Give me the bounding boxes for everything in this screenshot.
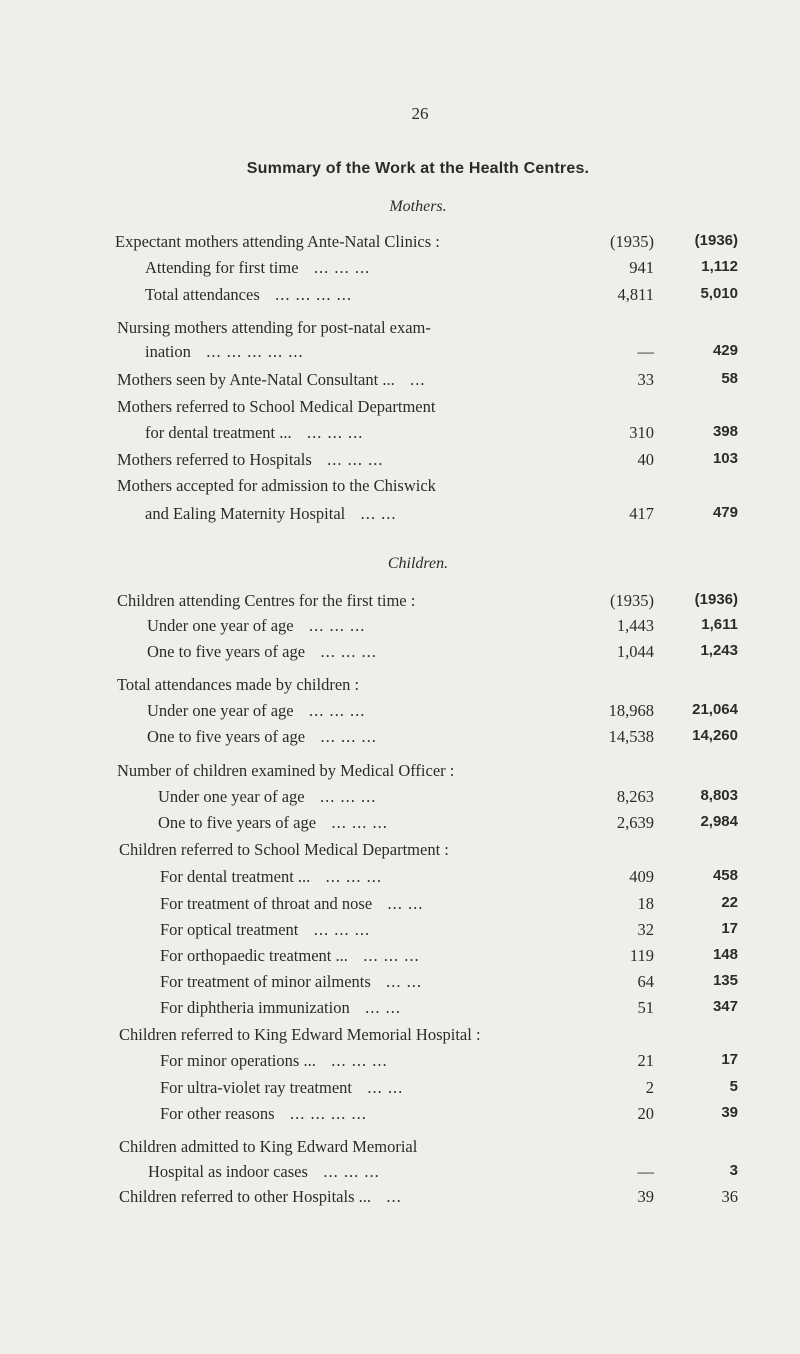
row-label [158,787,376,807]
row-label [145,504,397,524]
section-heading-children: Children. [387,555,449,572]
leader-dots: ... ... [351,1078,404,1097]
value-1935: 1,044 [616,642,654,661]
value-1935: 51 [637,998,654,1017]
table-row [0,423,800,445]
leader-dots: ... ... ... [305,642,377,661]
value-1936: 39 [721,1104,738,1121]
leader-dots: ... ... ... [316,813,388,832]
row-label-text: Mothers referred to School Medical Department [117,397,436,416]
row-label-text: Under one year of age [147,701,294,720]
value-1935: 33 [637,370,654,389]
row-label-text: For optical treatment [160,920,299,939]
row-label-text: For ultra-violet ray treatment [160,1078,352,1097]
section-heading-mothers: Mothers. [389,198,447,215]
row-label [158,813,388,833]
value-1935: 2,639 [616,813,654,832]
table-row [0,591,800,613]
table-row [0,840,800,862]
row-label-text: ination [145,342,191,361]
row-label [160,998,401,1018]
value-1935: 4,811 [617,285,654,304]
row-label [147,642,377,662]
row-label [119,1187,402,1207]
row-label [119,1025,481,1045]
table-row [0,232,800,254]
value-1935: 417 [629,504,654,523]
table-row [0,1187,800,1209]
leader-dots: ... [394,370,426,389]
row-label [147,727,377,747]
leader-dots: ... ... ... [291,423,364,442]
leader-dots: ... ... ... ... ... [190,342,304,361]
value-1935: 39 [637,1187,654,1206]
value-1936: 1,243 [700,642,738,659]
page-title: Summary of the Work at the Health Centres. [246,160,590,177]
leader-dots: ... ... ... ... [259,285,353,304]
table-row [0,867,800,889]
table-row [0,1025,800,1047]
leader-dots: ... ... ... [311,450,384,469]
value-1935: 409 [629,867,654,886]
value-1936: 8,803 [700,787,738,804]
row-label [117,318,431,338]
row-label-text: Children referred to other Hospitals ... [119,1187,372,1206]
row-label [160,1104,367,1124]
row-label-text: Children attending Centres for the first time : [117,591,416,610]
value-1935: 40 [637,450,654,469]
row-label-text: One to five years of age [147,727,306,746]
value-1935: 14,538 [608,727,654,746]
row-label-text: Mothers accepted for admission to the Chiswick [117,476,436,495]
table-row [0,1137,800,1159]
value-1936: 58 [721,370,738,387]
leader-dots: ... ... ... [293,701,366,720]
value-1935: (1935) [610,232,654,251]
leader-dots: ... ... ... ... [274,1104,367,1123]
value-1936: 17 [721,920,738,937]
value-1936: 148 [712,946,738,963]
table-row [0,998,800,1020]
table-row [0,1162,800,1184]
table-row [0,727,800,749]
leader-dots: ... ... [349,998,401,1017]
value-1935: 18 [637,894,654,913]
row-label [160,946,420,966]
row-label [117,450,384,470]
row-label [160,867,382,887]
row-label [145,423,363,443]
row-label-text: Number of children examined by Medical Officer : [117,761,455,780]
row-label [117,370,425,390]
table-row [0,1104,800,1126]
row-label-text: Children referred to King Edward Memorial Hospital : [119,1025,481,1044]
value-1936: 429 [712,342,738,359]
table-row [0,318,800,340]
value-1936: 14,260 [692,727,738,744]
table-row [0,920,800,942]
row-label [147,701,365,721]
page-number: 26 [411,104,429,123]
leader-dots: ... ... ... [315,1051,388,1070]
value-1936: 5 [729,1078,738,1095]
table-row [0,504,800,526]
row-label [160,1078,403,1098]
value-1935: 1,443 [616,616,654,635]
leader-dots: ... ... [372,894,424,913]
value-1935: 310 [629,423,654,442]
row-label [117,591,415,611]
value-1936: 135 [712,972,738,989]
row-label-text: One to five years of age [158,813,317,832]
row-label-text: Total attendances made by children : [117,675,360,694]
value-1936: 21,064 [692,701,738,718]
row-label [145,258,370,278]
row-label [117,476,436,496]
leader-dots: ... ... ... [305,727,377,746]
table-row [0,1078,800,1100]
leader-dots: ... ... ... [307,1162,380,1181]
table-row [0,616,800,638]
row-label [119,840,449,860]
table-row [0,813,800,835]
row-label-text: and Ealing Maternity Hospital [145,504,346,523]
table-row [0,701,800,723]
value-1936: 347 [712,998,738,1015]
row-label-text: Expectant mothers attending Ante-Natal Clinics : [115,232,440,251]
row-label-text: Hospital as indoor cases [148,1162,308,1181]
row-label-text: Children admitted to King Edward Memorial [119,1137,418,1156]
leader-dots: ... ... [345,504,397,523]
row-label-text: for dental treatment ... [145,423,292,442]
row-label-text: Mothers seen by Ante-Natal Consultant ... [117,370,395,389]
value-1936: 1,611 [701,616,738,633]
leader-dots: ... ... ... [347,946,420,965]
value-1936: 17 [721,1051,738,1068]
leader-dots: ... ... ... [310,867,383,886]
row-label-text: For orthopaedic treatment ... [160,946,348,965]
row-label [145,342,304,362]
row-label [148,1162,380,1182]
row-label-text: Children referred to School Medical Department : [119,840,449,859]
table-row [0,642,800,664]
value-1936: 3 [729,1162,738,1179]
value-1935: 18,968 [608,701,654,720]
value-1936: 479 [712,504,738,521]
table-row [0,285,800,307]
row-label-text: Under one year of age [158,787,305,806]
row-label-text: Total attendances [145,285,260,304]
table-row [0,476,800,498]
value-1936: (1936) [694,232,738,249]
value-1935: 941 [629,258,654,277]
value-1936: (1936) [694,591,738,608]
value-1935: 21 [637,1051,654,1070]
table-row [0,450,800,472]
value-1936: 22 [721,894,738,911]
table-row [0,787,800,809]
row-label-text: One to five years of age [147,642,306,661]
row-label [117,397,435,417]
row-label-text: Nursing mothers attending for post-natal exam- [117,318,431,337]
table-row [0,258,800,280]
table-row [0,972,800,994]
value-1936: 458 [712,867,738,884]
value-1935: — [637,1162,654,1181]
leader-dots: ... ... ... [298,920,371,939]
table-row [0,397,800,419]
value-1935: 64 [637,972,654,991]
value-1936: 5,010 [700,285,738,302]
table-row [0,342,800,364]
value-1935: — [637,342,654,361]
row-label [119,1137,417,1157]
value-1935: 20 [637,1104,654,1123]
leader-dots: ... [371,1187,402,1206]
value-1936: 103 [712,450,738,467]
row-label [115,232,440,252]
value-1935: 32 [637,920,654,939]
value-1935: 2 [645,1078,654,1097]
row-label-text: For diphtheria immunization [160,998,350,1017]
row-label [160,920,370,940]
row-label-text: For minor operations ... [160,1051,316,1070]
leader-dots: ... ... ... [304,787,377,806]
table-row [0,1051,800,1073]
leader-dots: ... ... ... [293,616,366,635]
table-row [0,946,800,968]
table-row [0,370,800,392]
value-1936: 398 [712,423,738,440]
row-label [147,616,365,636]
row-label-text: Attending for first time [145,258,299,277]
row-label-text: For treatment of minor ailments [160,972,371,991]
value-1935: 8,263 [616,787,654,806]
row-label-text: For other reasons [160,1104,275,1123]
leader-dots: ... ... [370,972,423,991]
table-row [0,675,800,697]
row-label [117,761,454,781]
row-label [160,972,422,992]
row-label-text: For dental treatment ... [160,867,311,886]
row-label [145,285,352,305]
table-row [0,894,800,916]
row-label-text: Mothers referred to Hospitals [117,450,312,469]
value-1936: 2,984 [700,813,738,830]
value-1936: 1,112 [701,258,738,275]
value-1935: 119 [629,946,654,965]
row-label-text: For treatment of throat and nose [160,894,373,913]
row-label [160,894,423,914]
row-label-text: Under one year of age [147,616,294,635]
value-1935: (1935) [610,591,654,610]
row-label [160,1051,388,1071]
table-row [0,761,800,783]
value-1936: 36 [721,1187,738,1206]
row-label [117,675,359,695]
leader-dots: ... ... ... [298,258,371,277]
